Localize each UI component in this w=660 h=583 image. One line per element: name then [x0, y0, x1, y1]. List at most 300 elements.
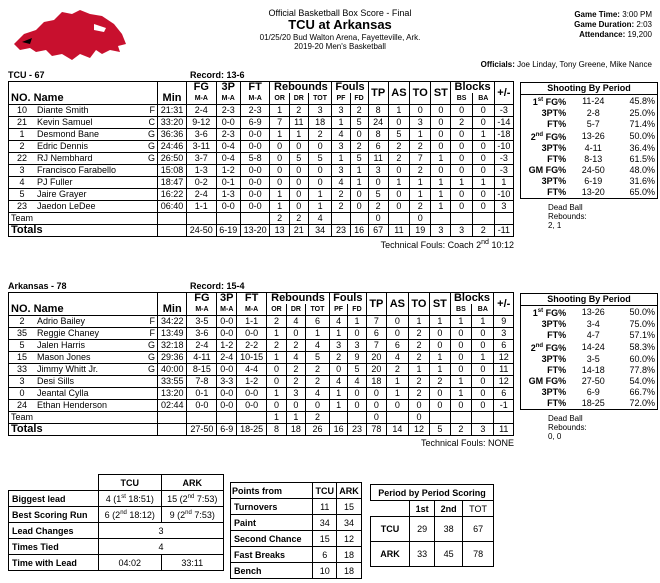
to-header: TO [410, 82, 431, 105]
stat-ba: 0 [472, 117, 494, 129]
stat-ast: 5 [388, 129, 409, 141]
stat-bs: 1 [451, 177, 472, 189]
team-line [8, 70, 514, 81]
stat-or: 1 [267, 352, 287, 364]
points-from-header: Points from [231, 483, 313, 499]
totals-label: Totals [9, 225, 158, 237]
stat-tp: 0-0 [217, 328, 237, 340]
pf-header: PF [332, 93, 350, 105]
stat-st: 0 [431, 141, 451, 153]
stat-fg: 0-2 [187, 177, 217, 189]
shooting-stat-cell [521, 119, 569, 130]
period-header-tot: TOT [463, 501, 494, 517]
to-header: TO [408, 293, 429, 316]
stat-fg: 1-1 [187, 201, 217, 213]
player-name-cell [35, 340, 158, 352]
shooting-made-attempted: 6-9 [586, 387, 600, 397]
lead-value-ark: 15 (2 [167, 493, 188, 504]
totals-fg: 24-50 [187, 225, 217, 237]
totals-pts: 67 [368, 225, 388, 237]
player-row [9, 177, 514, 189]
stat-bs: 1 [450, 316, 472, 328]
period-header-1st: 1st [410, 501, 435, 517]
stat-st: 1 [430, 364, 450, 376]
lead-value-tcu-sup: st [121, 493, 126, 500]
shooting-row [521, 376, 658, 387]
lead-value-ark-sup: nd [185, 509, 192, 516]
lead-value-ark-post: 7:53) [194, 493, 218, 504]
stat-ft: 2-2 [237, 340, 267, 352]
shooting-row [521, 176, 658, 187]
shooting-percent: 71.4% [629, 119, 655, 129]
stat-or: 1 [270, 105, 289, 117]
stat-tot: 5 [305, 352, 329, 364]
shooting-stat-name: 3PT% [541, 176, 567, 186]
stat-tp: 0-0 [217, 316, 237, 328]
stat-pm: -14 [494, 117, 513, 129]
points-row [231, 563, 362, 579]
shooting-row [521, 398, 658, 410]
player-name: Ethan Henderson [37, 400, 108, 410]
header-title-line1: Official Basketball Box Score - Final [268, 8, 412, 18]
player-name-cell [35, 400, 158, 412]
stat-tp: 0-0 [217, 400, 237, 412]
razorback-icon [10, 4, 128, 66]
team-row-dr: 1 [286, 412, 305, 424]
pts-header: TP [368, 82, 388, 105]
shooting-made-attempted: 8-13 [584, 154, 603, 164]
shooting-percent: 45.8% [629, 96, 655, 106]
pts-header: TP [366, 293, 386, 316]
shooting-stat-cell [521, 398, 569, 410]
player-name-cell [35, 388, 158, 400]
stat-tp: 0-0 [217, 388, 237, 400]
stat-min: 26:50 [158, 153, 187, 165]
technical-fouls [8, 438, 514, 448]
stat-fg: 9-12 [187, 117, 217, 129]
stat-st: 0 [431, 165, 451, 177]
stat-bs: 0 [450, 352, 472, 364]
shooting-row [521, 108, 658, 119]
player-name: Adrio Bailey [37, 316, 86, 326]
shooting-title: Shooting By Period [521, 294, 658, 306]
period-label-sup: st [537, 308, 544, 314]
stat-to: 3 [410, 117, 431, 129]
team-row-pf [332, 213, 350, 225]
team-row-pts: 0 [366, 412, 386, 424]
shooting-made-attempted: 3-4 [586, 319, 600, 329]
player-name-cell [35, 129, 158, 141]
player-name-cell [35, 364, 158, 376]
ast-header: AS [387, 293, 409, 316]
fg-made-attempted-header: M-A [187, 304, 217, 316]
stat-pm: -3 [494, 105, 513, 117]
player-name: Mason Jones [37, 352, 91, 362]
stat-pm: -3 [494, 165, 513, 177]
stat-to: 1 [410, 177, 431, 189]
player-name: Jaire Grayer [37, 189, 87, 199]
points-header-ark: ARK [337, 483, 362, 499]
points-row [231, 531, 362, 547]
stat-ba: 0 [472, 328, 494, 340]
period-label-sup: st [537, 97, 544, 103]
stat-bs: 0 [451, 105, 472, 117]
team-row-ba [472, 412, 494, 424]
player-row [9, 328, 514, 340]
lead-row [9, 539, 224, 555]
stat-or: 1 [267, 328, 287, 340]
lead-value-tcu: 4 (1 [105, 493, 122, 504]
shooting-made-attempted: 27-50 [581, 376, 605, 386]
shooting-row [521, 319, 658, 330]
stat-pf: 2 [329, 352, 347, 364]
stat-dr: 11 [289, 117, 308, 129]
game-duration-label: Game Duration: [574, 20, 635, 29]
shooting-made-attempted: 14-18 [581, 365, 605, 375]
lead-header-tcu: TCU [99, 475, 161, 491]
team-row-st [430, 412, 450, 424]
stat-ba: 1 [472, 177, 494, 189]
stat-fd: 0 [350, 189, 368, 201]
stat-fg: 2-4 [187, 105, 217, 117]
stat-ft: 10-15 [237, 352, 267, 364]
stat-ft: 5-8 [240, 153, 270, 165]
lead-row-label: Lead Changes [9, 523, 99, 539]
stat-st: 0 [430, 400, 450, 412]
stat-pts: 20 [366, 364, 386, 376]
stat-or: 0 [270, 165, 289, 177]
player-name: PJ Fuller [37, 177, 73, 187]
venue-line: 01/25/20 Bud Walton Arena, Fayetteville, Ark. [259, 33, 421, 43]
stat-pf: 2 [332, 189, 350, 201]
technical-fouls-label: Technical Fouls: [420, 438, 486, 448]
stat-tot: 18 [308, 117, 332, 129]
team-section-tcu [8, 70, 655, 250]
stat-ast: 2 [388, 141, 409, 153]
player-row [9, 376, 514, 388]
stat-st: 1 [430, 352, 450, 364]
shooting-made-attempted: 2-8 [586, 108, 600, 118]
stat-or: 1 [270, 189, 289, 201]
stat-pts: 8 [368, 129, 388, 141]
stat-to: 2 [408, 376, 429, 388]
stat-tot: 4 [305, 388, 329, 400]
officials-label: Officials: [480, 60, 515, 69]
stat-min: 16:22 [158, 189, 187, 201]
points-row-ark: 18 [337, 563, 362, 579]
stat-tp: 2-3 [216, 105, 240, 117]
totals-tot: 34 [308, 225, 332, 237]
team-row-pf [329, 412, 347, 424]
player-position: G [147, 129, 155, 139]
stat-to: 2 [408, 388, 429, 400]
team-row-tp [216, 213, 240, 225]
fd-header: FD [348, 304, 366, 316]
stat-ba: 1 [472, 316, 494, 328]
player-number: 4 [9, 177, 36, 189]
ft-made-attempted-header: M-A [240, 93, 270, 105]
or-header: OR [270, 93, 289, 105]
stat-tot: 4 [305, 340, 329, 352]
team-row-or: 2 [270, 213, 289, 225]
stat-fg: 2-4 [187, 340, 217, 352]
points-row-label: Turnovers [231, 499, 313, 515]
totals-pf: 16 [329, 424, 347, 436]
stat-fd: 1 [350, 177, 368, 189]
stat-st: 0 [431, 105, 451, 117]
stat-tp: 1-2 [216, 165, 240, 177]
team-row-pts: 0 [368, 213, 388, 225]
player-number: 10 [9, 105, 36, 117]
stat-st: 1 [431, 177, 451, 189]
shooting-stat-name: FT% [547, 119, 567, 129]
shooting-made-attempted: 18-25 [581, 398, 605, 408]
technical-fouls-sup: nd [481, 239, 489, 246]
lead-row-label: Times Tied [9, 539, 99, 555]
game-time-label: Game Time: [574, 10, 620, 19]
period-scoring-table [370, 484, 494, 567]
stat-min: 13:20 [158, 388, 187, 400]
game-time: 3:00 PM [622, 10, 652, 19]
lead-row-tcu [99, 555, 161, 571]
stat-min: 36:36 [158, 129, 187, 141]
game-duration: 2:03 [636, 20, 652, 29]
period-label-sup: nd [535, 132, 544, 138]
shooting-stat-cell [521, 341, 569, 354]
period-row [371, 517, 494, 542]
plus-minus-header: +/- [494, 82, 513, 105]
player-position: G [147, 364, 155, 374]
lead-row-label: Biggest lead [9, 491, 99, 507]
totals-fg: 27-50 [187, 424, 217, 436]
stat-ast: 1 [387, 376, 409, 388]
player-name-cell [35, 153, 158, 165]
player-position: F [149, 105, 155, 115]
stat-ba: 1 [472, 352, 494, 364]
team-row-tot: 2 [305, 412, 329, 424]
totals-pm: 11 [494, 424, 514, 436]
player-row [9, 316, 514, 328]
shooting-made-attempted: 6-19 [584, 176, 603, 186]
stat-st: 1 [431, 153, 451, 165]
stat-min: 18:47 [158, 177, 187, 189]
team-row-min [158, 412, 187, 424]
stat-dr: 0 [286, 328, 305, 340]
stat-to: 7 [410, 153, 431, 165]
stat-pm: -10 [494, 189, 513, 201]
stat-fd: 0 [348, 400, 366, 412]
stat-fg: 1-3 [187, 165, 217, 177]
lead-row [9, 507, 224, 523]
stat-bs: 0 [451, 141, 472, 153]
stat-fd: 1 [348, 316, 366, 328]
stat-pm: -18 [494, 129, 513, 141]
stat-pf: 3 [332, 165, 350, 177]
totals-label: Totals [9, 424, 158, 436]
team-score-line: Arkansas - 78 [8, 281, 67, 291]
stat-ast: 4 [387, 352, 409, 364]
lead-value-ark-post: 7:53) [191, 509, 215, 520]
player-name: Desi Sills [37, 376, 75, 386]
lead-row-label: Time with Lead [9, 555, 99, 571]
stat-ft: 0-0 [237, 400, 267, 412]
player-position: F [149, 316, 155, 326]
stat-st: 1 [430, 316, 450, 328]
totals-to: 12 [408, 424, 429, 436]
tp-header: 3P [216, 82, 240, 94]
points-row-tcu: 10 [313, 563, 337, 579]
team-score-line: TCU - 67 [8, 70, 45, 80]
stat-to: 2 [410, 201, 431, 213]
lead-row-tcu [99, 507, 161, 523]
team-record: Record: 13-6 [190, 70, 245, 80]
player-position: G [147, 141, 155, 151]
tp-header: 3P [217, 293, 237, 305]
stat-fg: 4-11 [187, 352, 217, 364]
stat-pts: 0 [366, 388, 386, 400]
stat-tot: 3 [308, 105, 332, 117]
shooting-percent: 66.7% [629, 387, 655, 397]
stat-fd: 2 [350, 105, 368, 117]
stat-tp: 0-4 [216, 141, 240, 153]
player-number: 5 [9, 340, 36, 352]
totals-ft: 13-20 [240, 225, 270, 237]
lead-value-ark: 33:11 [181, 557, 204, 568]
points-row [231, 547, 362, 563]
shooting-stat-name: 3PT% [541, 387, 567, 397]
stat-st: 1 [431, 201, 451, 213]
stat-ast: 0 [387, 328, 409, 340]
period-row-team: TCU [371, 517, 410, 542]
plus-minus-header: +/- [494, 293, 514, 316]
shooting-percent: 25.0% [629, 108, 655, 118]
points-row-tcu: 6 [313, 547, 337, 563]
player-number: 33 [9, 364, 36, 376]
shooting-stat-cell [521, 143, 569, 154]
stat-to: 1 [408, 316, 429, 328]
tot-header: TOT [305, 304, 329, 316]
stat-or: 0 [267, 364, 287, 376]
player-position: F [149, 328, 155, 338]
shooting-stat-cell [521, 365, 569, 376]
stat-min: 15:08 [158, 165, 187, 177]
player-position: G [147, 340, 155, 350]
matchup-title: TCU at Arkansas [288, 17, 392, 33]
stat-min: 29:36 [158, 352, 187, 364]
lead-table [8, 474, 224, 571]
stat-pm: 12 [494, 376, 514, 388]
stat-pf: 1 [329, 388, 347, 400]
stat-min: 34:22 [158, 316, 187, 328]
shooting-made-attempted: 3-5 [586, 354, 600, 364]
points-row-ark: 15 [337, 499, 362, 515]
stat-ast: 0 [388, 189, 409, 201]
shooting-stat-cell [521, 387, 569, 398]
stat-ba: 0 [472, 400, 494, 412]
stat-bs: 0 [451, 189, 472, 201]
player-name: Edric Dennis [37, 141, 89, 151]
stat-or: 0 [267, 400, 287, 412]
team-record: Record: 15-4 [190, 281, 245, 291]
dead-ball-rebounds: Dead Ball Rebounds: 2, 1 [548, 203, 587, 230]
player-number: 5 [9, 189, 36, 201]
stat-fd: 5 [348, 364, 366, 376]
bs-header: BS [450, 304, 472, 316]
stat-bs: 0 [450, 364, 472, 376]
shooting-stat-cell [521, 330, 569, 341]
stat-or: 2 [267, 340, 287, 352]
fg-header: FG [187, 82, 217, 94]
stat-to: 1 [408, 364, 429, 376]
period-row [371, 542, 494, 567]
stat-ast: 0 [388, 165, 409, 177]
stat-ba: 0 [472, 376, 494, 388]
razorback-logo [10, 4, 128, 66]
officials [481, 60, 652, 69]
shooting-made-attempted: 4-7 [586, 330, 600, 340]
shooting-stat-name: FG% [545, 165, 567, 175]
st-header: ST [430, 293, 450, 316]
lead-value-tcu: 6 (2 [104, 509, 121, 520]
stat-pf: 1 [332, 117, 350, 129]
totals-bs: 2 [450, 424, 472, 436]
stat-to: 2 [410, 165, 431, 177]
team-row-ft [237, 412, 267, 424]
fg-made-attempted-header: M-A [187, 93, 217, 105]
stat-ast: 2 [387, 364, 409, 376]
totals-or: 13 [270, 225, 289, 237]
player-row [9, 141, 514, 153]
lead-row-merged-value: 4 [99, 539, 224, 555]
shooting-made-attempted: 13-20 [581, 187, 605, 197]
shooting-stat-name: FT% [547, 154, 567, 164]
stat-fd: 0 [350, 201, 368, 213]
player-name-cell [35, 165, 158, 177]
points-row-ark: 12 [337, 531, 362, 547]
points-row [231, 515, 362, 531]
shooting-by-period [520, 82, 658, 199]
points-row-tcu: 11 [313, 499, 337, 515]
stat-ba: 0 [472, 141, 494, 153]
tp-made-attempted-header: M-A [216, 93, 240, 105]
stat-min: 33:20 [158, 117, 187, 129]
player-name: RJ Nembhard [37, 153, 93, 163]
team-rebounds-row [9, 213, 514, 225]
shooting-row [521, 130, 658, 143]
period-header-2nd: 2nd [435, 501, 463, 517]
officials-names: Joe Linday, Tony Greene, Mike Nance [517, 60, 652, 69]
shooting-by-period [520, 293, 658, 410]
shooting-percent: 75.0% [629, 319, 655, 329]
stat-fg: 0-1 [187, 388, 217, 400]
stat-bs: 0 [451, 165, 472, 177]
stat-ft: 1-1 [237, 316, 267, 328]
shooting-percent: 60.0% [629, 354, 655, 364]
points-header-tcu: TCU [313, 483, 337, 499]
stat-ast: 1 [388, 105, 409, 117]
stat-min: 32:18 [158, 340, 187, 352]
shooting-row [521, 330, 658, 341]
season-line: 2019-20 Men's Basketball [294, 42, 386, 52]
stat-pf: 3 [329, 340, 347, 352]
stat-pf: 3 [332, 141, 350, 153]
totals-tp: 6-19 [216, 225, 240, 237]
stat-dr: 0 [289, 201, 308, 213]
totals-pm: -11 [494, 225, 513, 237]
stat-fd: 2 [350, 141, 368, 153]
stat-bs: 0 [451, 129, 472, 141]
stat-pts: 18 [366, 376, 386, 388]
